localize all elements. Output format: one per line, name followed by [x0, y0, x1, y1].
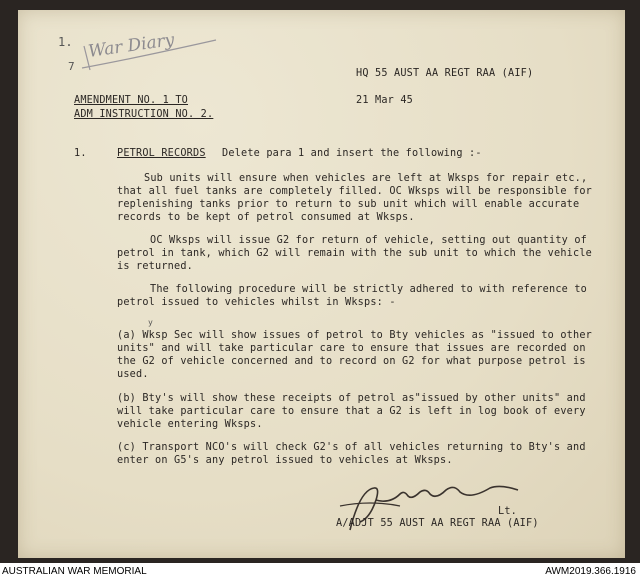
text-line: The following procedure will be strictly adhered to with reference to: [150, 284, 588, 295]
signature-rank: Lt.: [498, 506, 518, 517]
document-date: 21 Mar 45: [356, 95, 414, 106]
handwritten-note: War Diary: [87, 30, 176, 62]
signature-title: A/ADJT 55 AUST AA REGT RAA (AIF): [336, 518, 539, 529]
text-line: the G2 of vehicle concerned and to record on G2 for what purpose petrol is: [117, 356, 586, 367]
margin-mark: 7: [68, 60, 75, 73]
text-line: units" and will take particular care to ensure that issues are recorded on: [117, 343, 586, 354]
section-number: 1.: [74, 148, 87, 159]
margin-mark: 1.: [58, 35, 73, 49]
text-line: used.: [117, 369, 149, 380]
amendment-title: AMENDMENT NO. 1 TO: [74, 95, 189, 106]
text-line: records to be kept of petrol consumed at Wksps.: [117, 212, 415, 223]
margin-mark: y: [148, 318, 154, 327]
section-title: PETROL RECORDS: [117, 148, 206, 159]
text-line: Sub units will ensure when vehicles are left at Wksps for repair etc.,: [144, 173, 588, 184]
footer-reference: AWM2019.366.1916: [545, 566, 636, 577]
text-line: (b) Bty's will show these receipts of petrol as"issued by other units" and: [117, 393, 586, 404]
section-intro: Delete para 1 and insert the following :-: [222, 148, 482, 159]
text-line: that all fuel tanks are completely filled. OC Wksps will be responsible for: [117, 186, 593, 197]
unit-header: HQ 55 AUST AA REGT RAA (AIF): [356, 68, 534, 79]
text-line: is returned.: [117, 261, 194, 272]
text-line: enter on G5's any petrol issued to vehicles at Wksps.: [117, 455, 453, 466]
text-line: vehicle entering Wksps.: [117, 419, 263, 430]
handwritten-bracket: [76, 28, 226, 78]
amendment-subtitle: ADM INSTRUCTION NO. 2.: [74, 109, 214, 120]
text-line: petrol in tank, which G2 will remain with the sub unit to which the vehicle: [117, 248, 593, 259]
text-line: OC Wksps will issue G2 for return of vehicle, setting out quantity of: [150, 235, 588, 246]
text-line: petrol issued to vehicles whilst in Wksps: -: [117, 297, 396, 308]
text-line: (a) Wksp Sec will show issues of petrol to Bty vehicles as "issued to other: [117, 330, 593, 341]
footer-source: AUSTRALIAN WAR MEMORIAL: [2, 566, 147, 577]
text-line: replenishing tanks prior to return to sub unit which will enable accurate: [117, 199, 580, 210]
text-line: will take particular care to ensure that a G2 is left in log book of every: [117, 406, 586, 417]
text-line: (c) Transport NCO's will check G2's of all vehicles returning to Bty's and: [117, 442, 586, 453]
